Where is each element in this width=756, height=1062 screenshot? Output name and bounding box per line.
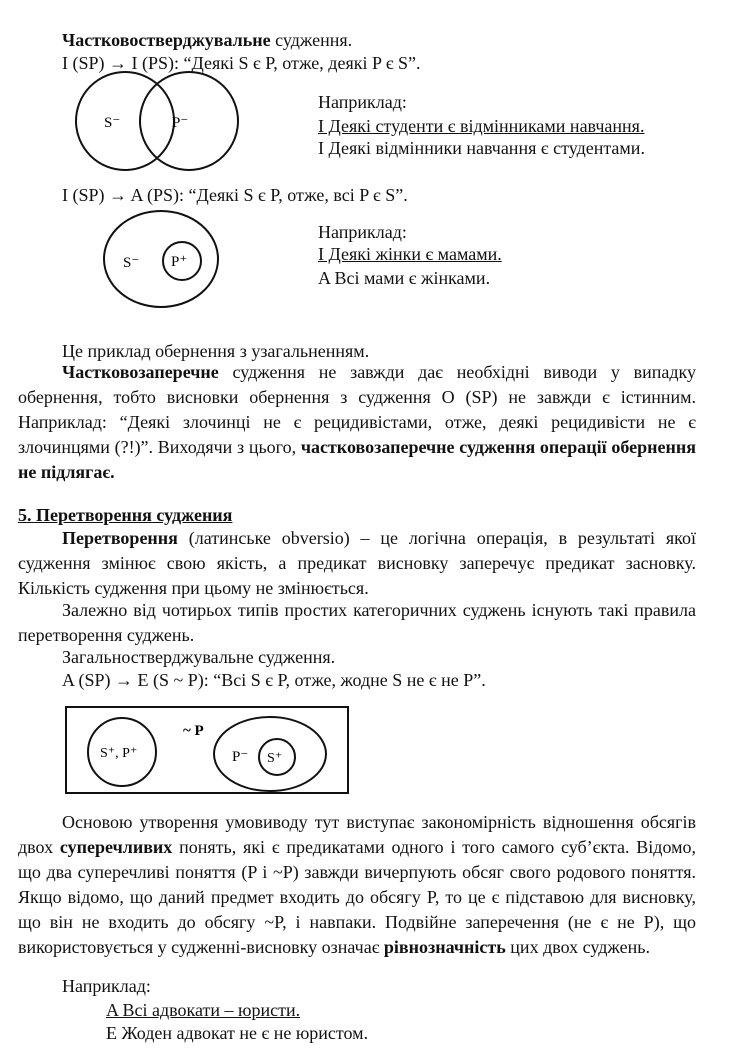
final-example-label: Наприклад: [62, 976, 151, 996]
label-s-p-plus: S⁺, P⁺ [100, 746, 138, 761]
example-a-line2: I Деякі відмінники навчання є студентами. [318, 138, 645, 158]
label-p-minus-c: P⁻ [232, 749, 249, 765]
example-label-a: Наприклад: [318, 92, 407, 112]
partial-negative-paragraph: Частковозаперечне судження не завжди дає необхідні виводи у випадку обернення, тобто висновки обернення з судження O (SP) не завжди є істинним. Наприклад: “Деякі злочинці не є рецидивістами, отже, деякі рецидивісти не є злочинцями (?!)”. Виходячи з цього, частковозаперечне судження операції обернення не підлягає. [18, 362, 696, 482]
example-b-line1: I Деякі жінки є мамами. [318, 244, 502, 264]
label-s-plus-c: S⁺ [267, 751, 283, 766]
formula-a-e: A (SP) → E (S ~ P): “Всі S є P, отже, жодне S не є не P”. [62, 670, 486, 690]
label-not-p: ~ P [183, 723, 204, 739]
circle-p [140, 72, 238, 170]
example-a-line1: I Деякі студенти є відмінниками навчання. [318, 116, 645, 136]
label-p-minus: P⁻ [172, 115, 189, 131]
obversion-definition-paragraph: Перетворення (латинське obversio) – це логічна операція, в результаті якої судження змінює свою якість, а предикат висновку заперечує предикат засновку. Кількість судження при цьому не змінюється. [18, 528, 696, 598]
basis-paragraph: Основою утворення умовиводу тут виступає закономірність відношення обсягів двох суперечливих понять, які є предикатами одного і того самого суб’єкта. Відомо, що два суперечливі поняття (P і ~P) завжди вичерпують обсяг свого родового поняття. Якщо відомо, що даний предмет входить до обсягу P, то це є підставою для висновку, що він не входить до обсягу ~P, і навпаки. Подвійне заперечення (не є не P), що використовується у судженні-висновку означає рівнозначність цих двох суджень. [18, 812, 697, 957]
venn-overlap-diagram [76, 72, 238, 170]
label-p-plus: P⁺ [171, 254, 188, 270]
final-example-line1: A Всі адвокати – юристи. [106, 1000, 301, 1020]
heading-partial-affirmative: Частковостверджувальне судження. [62, 30, 353, 50]
generalization-note: Це приклад обернення з узагальненням. [62, 341, 370, 361]
label-s-minus: S⁻ [104, 115, 121, 131]
final-example-line2: E Жоден адвокат не є не юристом. [106, 1023, 369, 1043]
venn-nested-diagram [104, 211, 218, 307]
example-label-b: Наприклад: [318, 222, 407, 242]
section5-title: 5. Перетворення суджения [18, 505, 233, 525]
circle-s [76, 72, 174, 170]
obversion-diagram [66, 707, 348, 793]
label-s: S⁻ [123, 255, 140, 271]
formula-i-i: I (SP) → I (PS): “Деякі S є P, отже, деякі P є S”. [62, 53, 421, 73]
example-b-line2: A Всі мами є жінками. [318, 268, 491, 288]
formula-i-a: I (SP) → A (PS): “Деякі S є P, отже, всі P є S”. [62, 185, 408, 205]
general-affirmative-sub: Загальностверджувальне судження. [62, 647, 336, 667]
rules-paragraph: Залежно від чотирьох типів простих категоричних суджень існують такі правила перетворення суджень. [18, 600, 696, 645]
